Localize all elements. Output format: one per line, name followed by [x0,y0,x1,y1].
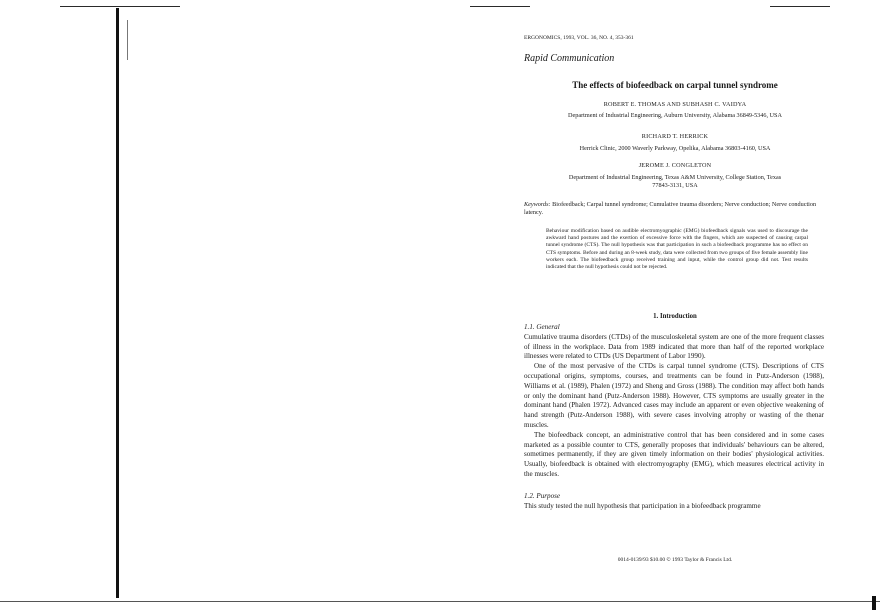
section-label: Rapid Communication [524,53,615,64]
paragraph-4: This study tested the null hypothesis that participation in a biofeedback programme [524,501,761,510]
paragraph-2: One of the most pervasive of the CTDs is carpal tunnel syndrome (CTS). Descriptions of CTS occupational origins, symptoms, courses, and treatments can be found in Putz-Anderson (1988), Williams et al. (1989), Phalen (1972) and Sheng and Gross (1988). The condition may affect both hands or only the dominant hand (Putz-Anderson 1988). However, CTS symptoms are usually greater in the dominant hand (Phalen 1972). Advanced cases may include an apparent or even objective weakening of hand strength (Putz-Anderson 1988), with severe cases involving atrophy or wasting of the thenar muscles. [524,362,824,429]
top-scan-line-left [60,6,180,7]
introduction-body [524,323,824,511]
journal-header: ERGONOMICS, 1993, VOL. 36, NO. 4, 353-361 [524,35,634,41]
paragraph-3: The biofeedback concept, an administrative control that has been considered and in some cases marketed as a possible counter to CTS, generally proposes that individuals' behaviours can be altered, sometimes permanently, if they are given timely information on their bodies' physiological activities. Usually, biofeedback is obtained with electromyography (EMG), which measures electrical activity in the muscles. [524,430,824,478]
binding-edge-thin [127,20,128,60]
subsection-heading-purpose: 1.2. Purpose [524,491,561,500]
top-scan-line-far [770,6,830,7]
article-title: The effects of biofeedback on carpal tunnel syndrome [572,80,778,90]
abstract: Behaviour modification based on audible electromyographic (EMG) biofeedback signals was used to discourage the awkward hand postures and the exertion of excessive force with the fingers, which are suspected of causing carpal tunnel syndrome (CTS). The null hypothesis was that participation in such a biofeedback programme has no effect on CTS symptoms. Before and during an 8-week study, data were collected from two groups of five female assembly line workers each. The biofeedback group received training and input, while the control group did not. Test results indicated that the null hypothesis could not be rejected. [546,228,808,271]
binding-edge [116,8,119,598]
author-affiliation-3: Department of Industrial Engineering, Texas A&M University, College Station, Texas 77843-3131, USA [568,174,782,190]
section-heading-introduction: 1. Introduction [653,313,697,320]
copyright-footer: 0014-0139/93 $10.00 © 1993 Taylor & Francis Ltd. [617,557,733,563]
paragraph-1: Cumulative trauma disorders (CTDs) of the musculoskeletal system are one of the more frequent classes of illness in the workplace. Data from 1989 indicated that more than half of the reported workplace illnesses were related to CTDs (US Department of Labor 1990). [524,332,824,361]
subsection-heading-general: 1.1. General [524,323,560,331]
top-scan-line-right [470,6,530,7]
author-names-2: RICHARD T. HERRICK [641,133,709,140]
keywords-text: Biofeedback; Carpal tunnel syndrome; Cumulative trauma disorders; Nerve conduction; Nerve conduction latency. [524,201,817,217]
author-names-1: ROBERT E. THOMAS AND SUBHASH C. VAIDYA [603,101,747,108]
keywords [524,201,824,217]
corner-mark [872,596,876,610]
author-names-3: JEROME J. CONGLETON [638,162,712,169]
bottom-scan-line [0,601,880,602]
keywords-label: Keywords: [524,201,551,208]
author-affiliation-2: Herrick Clinic, 2000 Waverly Parkway, Opelika, Alabama 36803-4160, USA [579,145,771,152]
author-affiliation-1: Department of Industrial Engineering, Auburn University, Alabama 36849-5346, USA [568,112,782,119]
